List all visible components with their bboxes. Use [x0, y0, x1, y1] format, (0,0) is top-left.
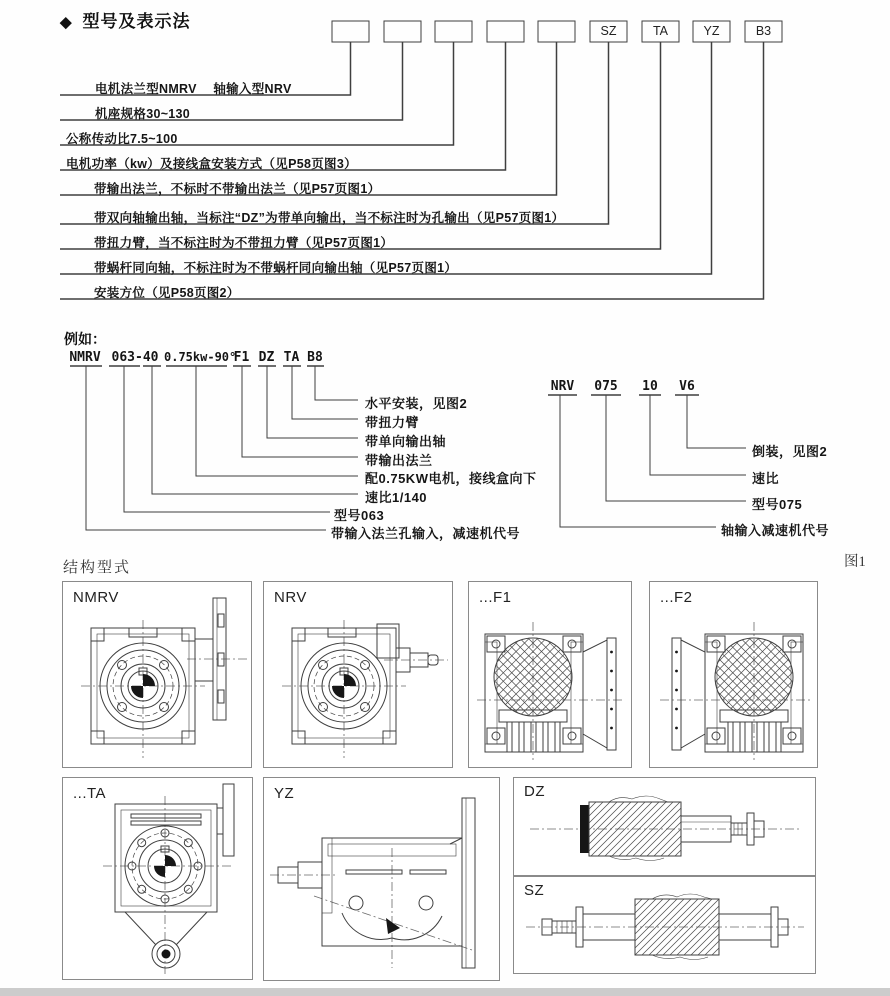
diamond-icon: ◆ — [60, 14, 73, 31]
ex1-label-code: 带输入法兰孔输入，减速机代号 — [331, 526, 521, 541]
page-title-text: 型号及表示法 — [82, 12, 191, 31]
ex1-token-f1: F1 — [233, 350, 250, 365]
designation-row-8: 带蜗杆同向轴，不标注时为不带蜗杆同向输出轴（见P57页图1） — [94, 261, 458, 275]
f2-side-view-drawing — [650, 582, 817, 767]
dz-shaft-drawing — [514, 778, 815, 875]
designation-row-3: 公称传动比7.5~100 — [66, 132, 178, 146]
ex1-label-mounting: 水平安装，见图2 — [365, 396, 468, 411]
panel-nmrv-label: NMRV — [73, 589, 119, 606]
ex1-token-nmrv: NMRV — [69, 350, 101, 365]
code-box-b3: B3 — [755, 24, 772, 38]
ex1-token-b8: B8 — [307, 350, 323, 365]
panel-nrv — [263, 581, 453, 768]
designation-row-5: 带输出法兰，不标时不带输出法兰（见P57页图1） — [94, 182, 381, 196]
ex2-label-code: 轴输入减速机代号 — [721, 523, 830, 538]
ex2-label-size: 型号075 — [752, 497, 803, 512]
ex1-token-063-40: 063-40 — [111, 350, 159, 365]
example-heading: 例如： — [64, 331, 106, 347]
designation-row-2: 机座规格30~130 — [95, 107, 191, 121]
ex2-token-nrv: NRV — [550, 379, 575, 394]
designation-row-9: 安装方位（见P58页图2） — [94, 286, 240, 300]
ex1-label-motor: 配0.75KW电机，接线盒向下 — [365, 471, 537, 486]
ex1-label-output-flange: 带输出法兰 — [365, 453, 433, 468]
panel-f2-label: ...F2 — [660, 589, 693, 606]
nrv-front-view-drawing — [264, 582, 452, 767]
code-box-ta: TA — [652, 24, 669, 38]
ex2-token-075: 075 — [594, 379, 618, 394]
panel-nmrv — [62, 581, 252, 768]
panel-yz — [263, 777, 500, 981]
designation-row-7: 带扭力臂，当不标注时为不带扭力臂（见P57页图1） — [94, 236, 394, 250]
panel-nrv-label: NRV — [274, 589, 307, 606]
panel-yz-label: YZ — [274, 785, 295, 802]
panel-dz-label: DZ — [524, 783, 545, 800]
sz-shaft-drawing — [514, 877, 815, 973]
page-bottom-bar — [0, 988, 890, 996]
ex1-label-size: 型号063 — [334, 508, 385, 523]
ta-front-view-drawing — [63, 778, 252, 979]
panel-sz — [513, 876, 816, 974]
ex2-label-ratio: 速比 — [752, 471, 780, 486]
designation-row-6: 带双向轴输出轴，当标注“DZ”为带单向输出，当不标注时为孔输出（见P57页图1） — [94, 211, 565, 225]
panel-f2 — [649, 581, 818, 768]
page-title — [60, 7, 191, 32]
figure-label: 图1 — [844, 554, 866, 570]
panel-sz-label: SZ — [524, 882, 545, 899]
code-box-sz: SZ — [600, 24, 617, 38]
designation-row-1: 电机法兰型NMRV 轴输入型NRV — [95, 82, 292, 96]
panel-dz — [513, 777, 816, 876]
ex1-label-torque-arm: 带扭力臂 — [365, 415, 420, 430]
panel-f1-label: ...F1 — [479, 589, 512, 606]
panel-f1 — [468, 581, 632, 768]
ex2-token-10: 10 — [642, 379, 658, 394]
ex1-label-single-shaft: 带单向输出轴 — [365, 434, 447, 449]
f1-side-view-drawing — [469, 582, 631, 767]
ex2-label-inverted: 倒装，见图2 — [752, 444, 828, 459]
designation-row-4: 电机功率（kw）及接线盒安装方式（见P58页图3） — [66, 157, 357, 171]
ex1-label-ratio: 速比1/140 — [365, 490, 428, 505]
nmrv-front-view-drawing — [63, 582, 251, 767]
yz-side-view-drawing — [264, 778, 499, 980]
panel-ta-label: ...TA — [73, 785, 107, 802]
ex1-token-power: 0.75kw-90° — [164, 350, 237, 364]
code-box-yz: YZ — [703, 24, 720, 38]
ex1-token-dz: DZ — [258, 350, 275, 365]
structure-heading: 结构型式 — [63, 560, 132, 576]
ex1-token-ta: TA — [283, 350, 300, 365]
ex2-token-v6: V6 — [679, 379, 695, 394]
panel-ta — [62, 777, 253, 980]
